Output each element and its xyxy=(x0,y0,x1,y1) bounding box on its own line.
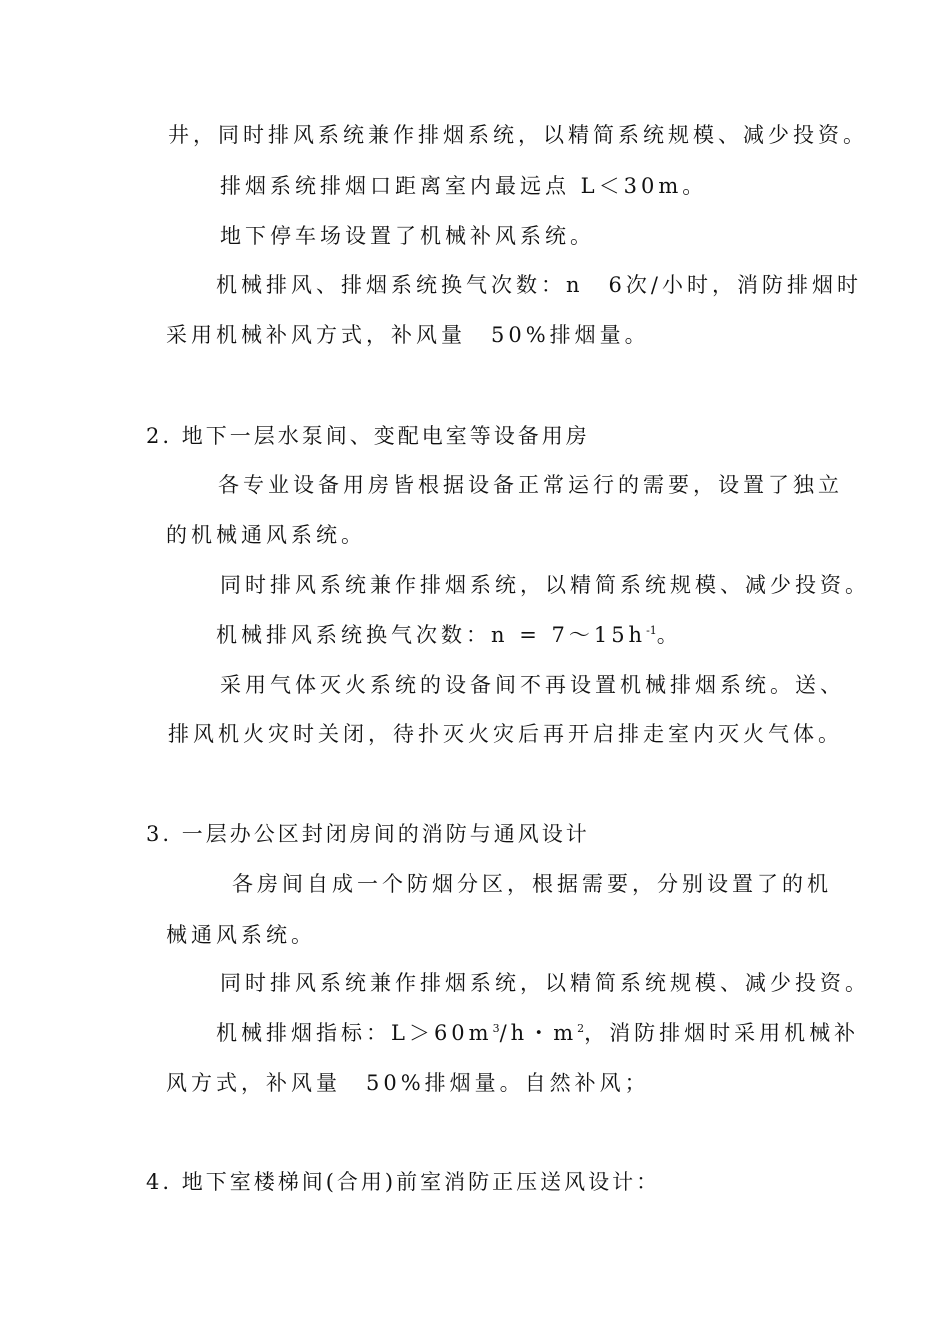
section-heading: 3. 一层办公区封闭房间的消防与通风设计 xyxy=(146,822,590,846)
paragraph-line: 机械排风、排烟系统换气次数：n 6次/小时，消防排烟时 xyxy=(216,273,862,297)
text-span: /h・m xyxy=(499,1021,578,1045)
paragraph-line: 风方式，补风量 50%排烟量。自然补风； xyxy=(166,1071,650,1095)
paragraph-line: 采用机械补风方式，补风量 50%排烟量。 xyxy=(166,323,650,347)
paragraph-line: 同时排风系统兼作排烟系统，以精简系统规模、减少投资。 xyxy=(220,573,870,597)
paragraph-line: 排烟系统排烟口距离室内最远点 L＜30m。 xyxy=(220,174,708,198)
section-heading: 2. 地下一层水泵间、变配电室等设备用房 xyxy=(146,424,590,448)
superscript: -1 xyxy=(646,624,657,637)
paragraph-line: 采用气体灭火系统的设备间不再设置机械排烟系统。送、 xyxy=(220,673,845,697)
text-span: ，消防排烟时采用机械补 xyxy=(584,1021,860,1045)
paragraph-line: 井，同时排风系统兼作排烟系统，以精简系统规模、减少投资。 xyxy=(168,123,868,147)
paragraph-line xyxy=(216,1018,859,1048)
paragraph-line: 的机械通风系统。 xyxy=(166,523,366,547)
superscript: 2 xyxy=(577,1022,585,1035)
paragraph-line: 同时排风系统兼作排烟系统，以精简系统规模、减少投资。 xyxy=(220,971,870,995)
text-span: 。 xyxy=(656,623,682,647)
section-heading: 4. 地下室楼梯间(合用)前室消防正压送风设计： xyxy=(146,1170,661,1194)
paragraph-line: 械通风系统。 xyxy=(166,923,316,947)
paragraph-line xyxy=(216,620,682,650)
superscript: 3 xyxy=(492,1022,500,1035)
text-span: 机械排烟指标：L＞60m xyxy=(216,1021,493,1045)
paragraph-line: 各专业设备用房皆根据设备正常运行的需要，设置了独立 xyxy=(218,473,843,497)
paragraph-line: 各房间自成一个防烟分区，根据需要，分别设置了的机 xyxy=(232,872,832,896)
paragraph-line: 地下停车场设置了机械补风系统。 xyxy=(220,224,595,248)
paragraph-line: 排风机火灾时关闭，待扑灭火灾后再开启排走室内灭火气体。 xyxy=(168,722,843,746)
text-span: 机械排风系统换气次数：n = 7～15h xyxy=(216,623,647,647)
